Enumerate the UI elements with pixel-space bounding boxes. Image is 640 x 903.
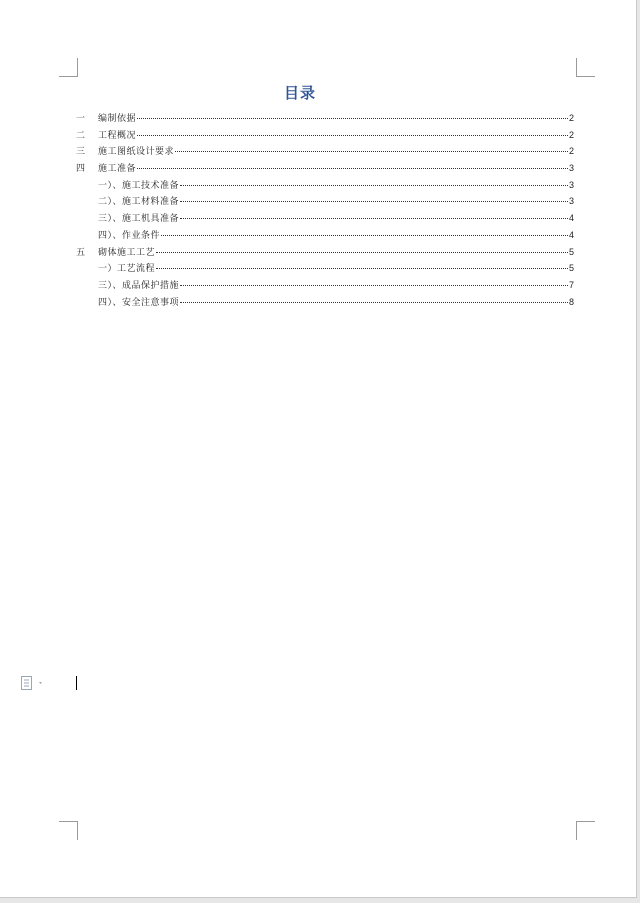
toc-entry-page: 3 [568, 163, 574, 174]
toc-entry[interactable] [76, 210, 574, 227]
toc-entry[interactable] [76, 143, 574, 160]
toc-entry-text: 二）、施工材料准备 [98, 197, 180, 208]
toc-entry-text: 一）工艺流程 [98, 264, 156, 275]
toc-entry-text: 砌体施工工艺 [98, 247, 156, 258]
toc-leader-dots [180, 302, 568, 303]
toc-leader-dots [156, 268, 568, 269]
toc-entry-page: 2 [568, 146, 574, 157]
toc-entry-text: 施工准备 [98, 164, 137, 175]
text-cursor [76, 676, 77, 690]
toc-leader-dots [156, 252, 568, 253]
margin-corner-bottom-right [576, 821, 595, 840]
toc-leader-dots [137, 168, 568, 169]
table-of-contents [76, 110, 574, 310]
toc-leader-dots [175, 151, 568, 152]
toc-entry-page: 2 [568, 113, 574, 123]
toc-leader-dots [180, 285, 568, 286]
margin-corner-top-left [59, 58, 78, 77]
toc-entry-page: 3 [568, 196, 574, 207]
toc-leader-dots [180, 185, 568, 186]
toc-entry-page: 4 [568, 213, 574, 224]
toc-entry-number: 二 [76, 130, 86, 141]
toc-entry-number: 五 [76, 247, 86, 258]
toc-entry[interactable] [76, 177, 574, 194]
toc-entry[interactable] [76, 193, 574, 210]
toc-entry[interactable] [76, 110, 574, 127]
toc-entry-text: 一）、施工技术准备 [98, 180, 180, 191]
toc-leader-dots [137, 118, 568, 119]
toc-entry[interactable] [76, 244, 574, 261]
toc-entry-text: 四）、安全注意事项 [98, 297, 180, 308]
toc-entry[interactable] [76, 227, 574, 244]
toc-entry-page: 3 [568, 179, 574, 190]
toc-leader-dots [137, 135, 568, 136]
toc-entry-text: 施工图纸设计要求 [98, 147, 175, 158]
toc-entry-page: 5 [568, 246, 574, 257]
toc-entry-number: 四 [76, 164, 86, 175]
toc-entry-text: 三）、施工机具准备 [98, 214, 180, 225]
toc-entry-text: 四）、作业条件 [98, 230, 161, 241]
toc-entry[interactable] [76, 160, 574, 177]
toc-entry-number: 三 [76, 147, 86, 158]
toc-entry-page: 8 [568, 296, 574, 307]
toc-entry-page: 2 [568, 129, 574, 140]
toc-entry[interactable] [76, 127, 574, 144]
toc-leader-dots [180, 201, 568, 202]
toc-entry-page: 5 [568, 263, 574, 274]
toc-entry-number: 一 [76, 114, 86, 124]
toc-entry-text: 三）、成品保护措施 [98, 280, 180, 291]
paste-options-icon[interactable] [20, 675, 46, 691]
toc-title: 目录 [283, 84, 316, 102]
toc-leader-dots [180, 218, 568, 219]
toc-entry-text: 工程概况 [98, 130, 137, 141]
toc-entry-page: 4 [568, 229, 574, 240]
margin-corner-top-right [576, 58, 595, 77]
toc-entry[interactable] [76, 260, 574, 277]
toc-entry[interactable] [76, 294, 574, 311]
toc-entry-page: 7 [568, 279, 574, 290]
margin-corner-bottom-left [59, 821, 78, 840]
toc-leader-dots [161, 235, 568, 236]
toc-entry[interactable] [76, 277, 574, 294]
toc-entry-text: 编制依据 [98, 114, 137, 124]
